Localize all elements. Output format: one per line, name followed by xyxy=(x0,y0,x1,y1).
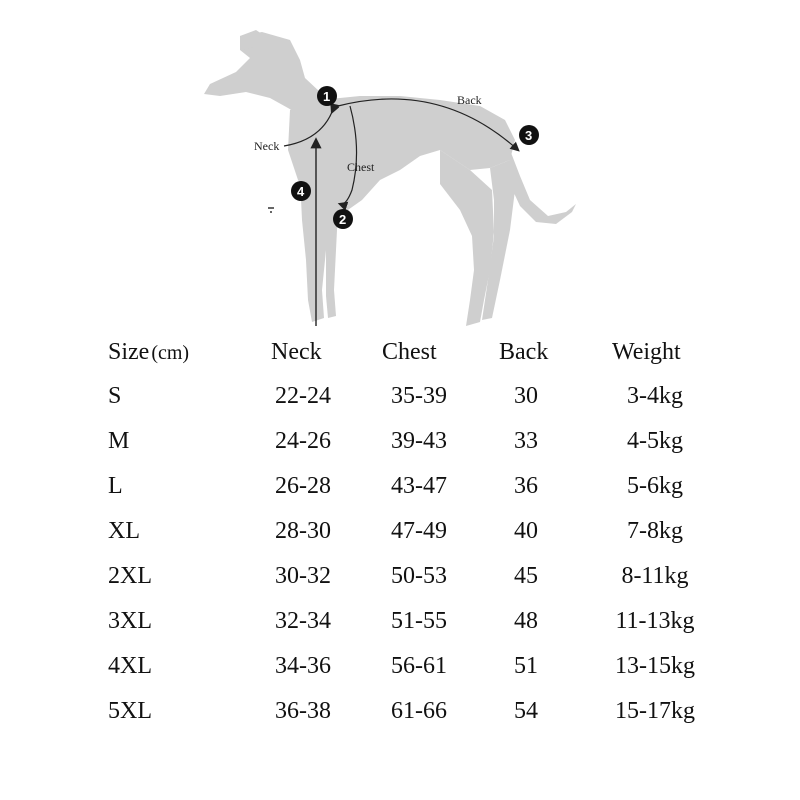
table-row xyxy=(0,646,800,686)
cell-back: 54 xyxy=(514,698,538,724)
neck-label: Neck xyxy=(254,139,280,153)
dog-measurement-diagram xyxy=(0,0,800,330)
badge-3 xyxy=(519,125,539,145)
cell-back: 33 xyxy=(514,428,538,454)
badge-1 xyxy=(317,86,337,106)
header-neck: Neck xyxy=(271,339,322,365)
cell-back: 30 xyxy=(514,383,538,409)
header-size xyxy=(108,332,189,373)
cell-weight: 7-8kg xyxy=(627,518,683,544)
svg-text:1: 1 xyxy=(323,89,331,104)
cell-size: 4XL xyxy=(108,653,152,679)
table-row xyxy=(0,421,800,461)
cell-neck: 28-30 xyxy=(275,518,331,544)
cell-back: 51 xyxy=(514,653,538,679)
cell-size: 2XL xyxy=(108,563,152,589)
dog-silhouette xyxy=(204,30,576,326)
cell-weight: 13-15kg xyxy=(615,653,695,679)
cell-neck: 24-26 xyxy=(275,428,331,454)
cell-weight: 15-17kg xyxy=(615,698,695,724)
cell-size: XL xyxy=(108,518,140,544)
table-row xyxy=(0,466,800,506)
table-row xyxy=(0,556,800,596)
cell-back: 36 xyxy=(514,473,538,499)
cell-weight: 5-6kg xyxy=(627,473,683,499)
chest-label: Chest xyxy=(347,160,375,174)
cell-chest: 35-39 xyxy=(391,383,447,409)
svg-text:3: 3 xyxy=(525,128,533,143)
cell-neck: 32-34 xyxy=(275,608,331,634)
cell-neck: 26-28 xyxy=(275,473,331,499)
table-row xyxy=(0,691,800,731)
cell-chest: 51-55 xyxy=(391,608,447,634)
cell-size: 3XL xyxy=(108,608,152,634)
header-weight: Weight xyxy=(612,339,681,365)
cell-chest: 50-53 xyxy=(391,563,447,589)
svg-text:4: 4 xyxy=(297,184,305,199)
cell-weight: 11-13kg xyxy=(615,608,695,634)
cell-weight: 8-11kg xyxy=(621,563,689,589)
cell-chest: 56-61 xyxy=(391,653,447,679)
cell-size: L xyxy=(108,473,123,499)
cell-chest: 61-66 xyxy=(391,698,447,724)
cell-size: M xyxy=(108,428,130,454)
cell-weight: 4-5kg xyxy=(627,428,683,454)
cell-weight: 3-4kg xyxy=(627,383,683,409)
header-unit: (cm) xyxy=(151,342,190,364)
table-row xyxy=(0,511,800,551)
cell-chest: 43-47 xyxy=(391,473,447,499)
cell-size: S xyxy=(108,383,122,409)
svg-text:2: 2 xyxy=(339,212,347,227)
cell-chest: 47-49 xyxy=(391,518,447,544)
header-size-label: Size xyxy=(108,339,150,365)
header-back: Back xyxy=(499,339,549,365)
table-row xyxy=(0,376,800,416)
badge-4 xyxy=(291,181,311,201)
cell-back: 45 xyxy=(514,563,538,589)
badge-2 xyxy=(333,209,353,229)
cell-neck: 30-32 xyxy=(275,563,331,589)
dog-diagram-svg xyxy=(0,0,800,330)
cell-neck: 36-38 xyxy=(275,698,331,724)
cell-back: 40 xyxy=(514,518,538,544)
table-row xyxy=(0,601,800,641)
header-chest: Chest xyxy=(382,339,437,365)
cell-chest: 39-43 xyxy=(391,428,447,454)
cell-neck: 34-36 xyxy=(275,653,331,679)
table-header-row xyxy=(0,332,800,372)
cell-back: 48 xyxy=(514,608,538,634)
cell-neck: 22-24 xyxy=(275,383,331,409)
cell-size: 5XL xyxy=(108,698,152,724)
back-label: Back xyxy=(457,93,482,107)
